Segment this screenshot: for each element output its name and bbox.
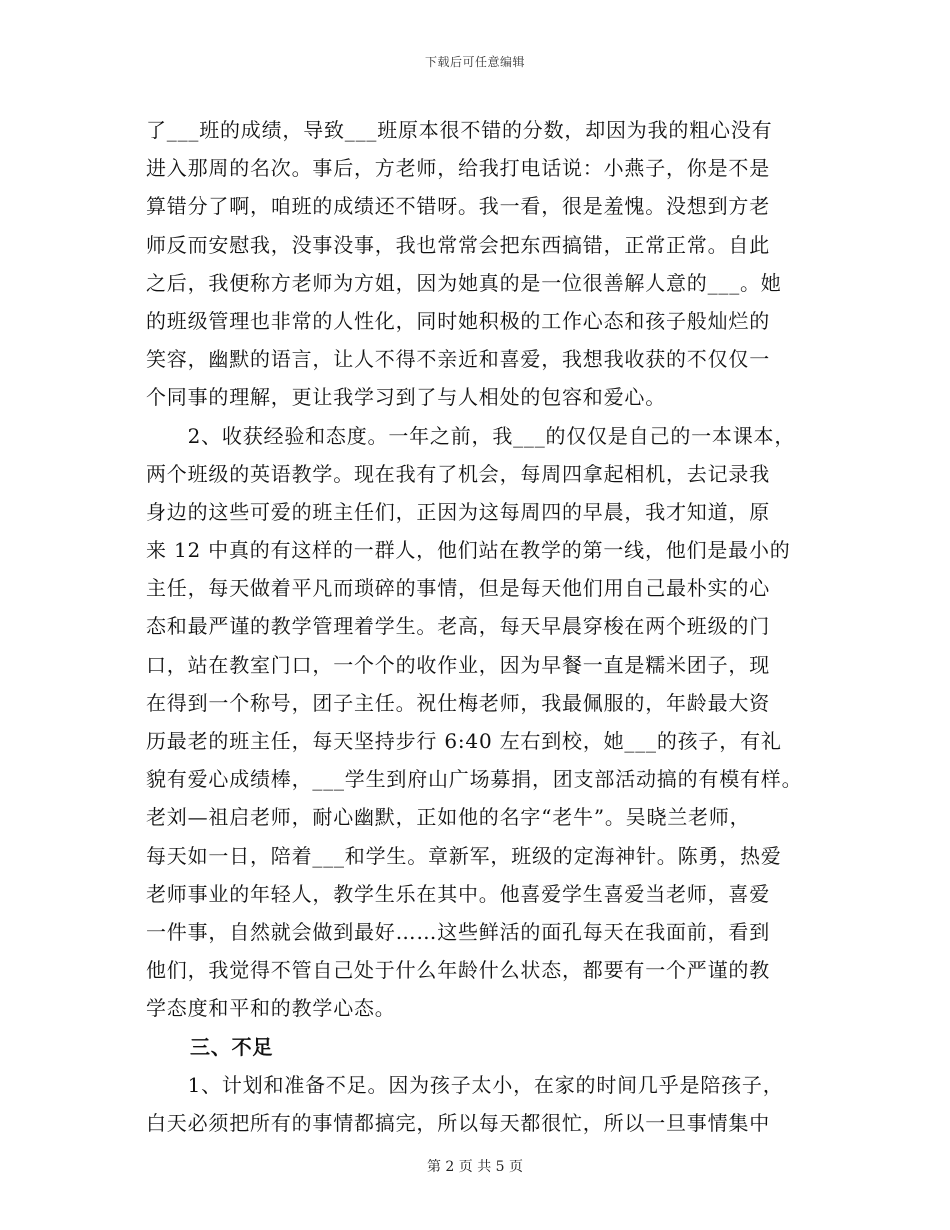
body-line: 白天必须把所有的事情都搞完，所以每天都很忙，所以一旦事情集中	[146, 1110, 770, 1135]
body-line: 1、计划和准备不足。因为孩子太小，在家的时间几乎是陪孩子，	[146, 1072, 784, 1097]
document-body	[146, 111, 826, 1142]
body-line: 口，站在教室门口，一个个的收作业，因为早餐一直是糯米团子，现	[146, 652, 770, 677]
body-line: 笑容，幽默的语言，让人不得不亲近和喜爱，我想我收获的不仅仅一	[146, 347, 770, 372]
body-line: 了___班的成绩，导致___班原本很不错的分数，却因为我的粗心没有	[146, 118, 773, 142]
body-line: 之后，我便称方老师为方姐，因为她真的是一位很善解人意的___。她	[146, 270, 782, 295]
body-line: 老刘—祖启老师，耐心幽默，正如他的名字“老牛”。吴晓兰老师，	[146, 805, 751, 830]
section-heading: 三、不足	[190, 1034, 274, 1059]
body-line: 貌有爱心成绩棒，___学生到府山广场募捐，团支部活动搞的有模有样。	[146, 767, 803, 792]
page-header: 下载后可任意编辑	[424, 55, 525, 69]
body-line: 个同事的理解，更让我学习到了与人相处的包容和爱心。	[146, 385, 666, 410]
body-line: 来 12 中真的有这样的一群人，他们站在教学的第一线，他们是最小的	[146, 538, 791, 563]
body-line: 主任，每天做着平凡而琐碎的事情，但是每天他们用自己最朴实的心	[146, 576, 770, 601]
body-line: 学态度和平和的教学心态。	[146, 996, 396, 1021]
body-line: 态和最严谨的教学管理着学生。老高，每天早晨穿梭在两个班级的门	[146, 614, 770, 639]
body-line: 老师事业的年轻人，教学生乐在其中。他喜爱学生喜爱当老师，喜爱	[146, 881, 770, 906]
body-line: 进入那周的名次。事后，方老师，给我打电话说：小燕子，你是不是	[146, 156, 770, 181]
body-line: 他们，我觉得不管自己处于什么年龄什么状态，都要有一个严谨的教	[146, 958, 770, 983]
body-line: 两个班级的英语教学。现在我有了机会，每周四拿起相机，去记录我	[146, 461, 770, 486]
body-line: 师反而安慰我，没事没事，我也常常会把东西搞错，正常正常。自此	[146, 232, 770, 257]
body-line: 历最老的班主任，每天坚持步行 6:40 左右到校，她___的孩子，有礼	[146, 729, 782, 753]
body-line: 每天如一日，陪着___和学生。章新军，班级的定海神针。陈勇，热爱	[146, 843, 782, 868]
body-line: 算错分了啊，咱班的成绩还不错呀。我一看，很是羞愧。没想到方老	[146, 194, 770, 219]
body-line: 在得到一个称号，团子主任。祝仕梅老师，我最佩服的，年龄最大资	[146, 690, 770, 715]
page-footer: 第 2 页 共 5 页	[426, 1159, 524, 1175]
body-line: 一件事，自然就会做到最好……这些鲜活的面孔每天在我面前，看到	[146, 919, 770, 944]
body-line: 身边的这些可爱的班主任们，正因为这每周四的早晨，我才知道，原	[146, 499, 770, 524]
body-line: 2、收获经验和态度。一年之前，我___的仅仅是自己的一本课本，	[146, 423, 796, 448]
body-line: 的班级管理也非常的人性化，同时她积极的工作心态和孩子般灿烂的	[146, 308, 770, 333]
